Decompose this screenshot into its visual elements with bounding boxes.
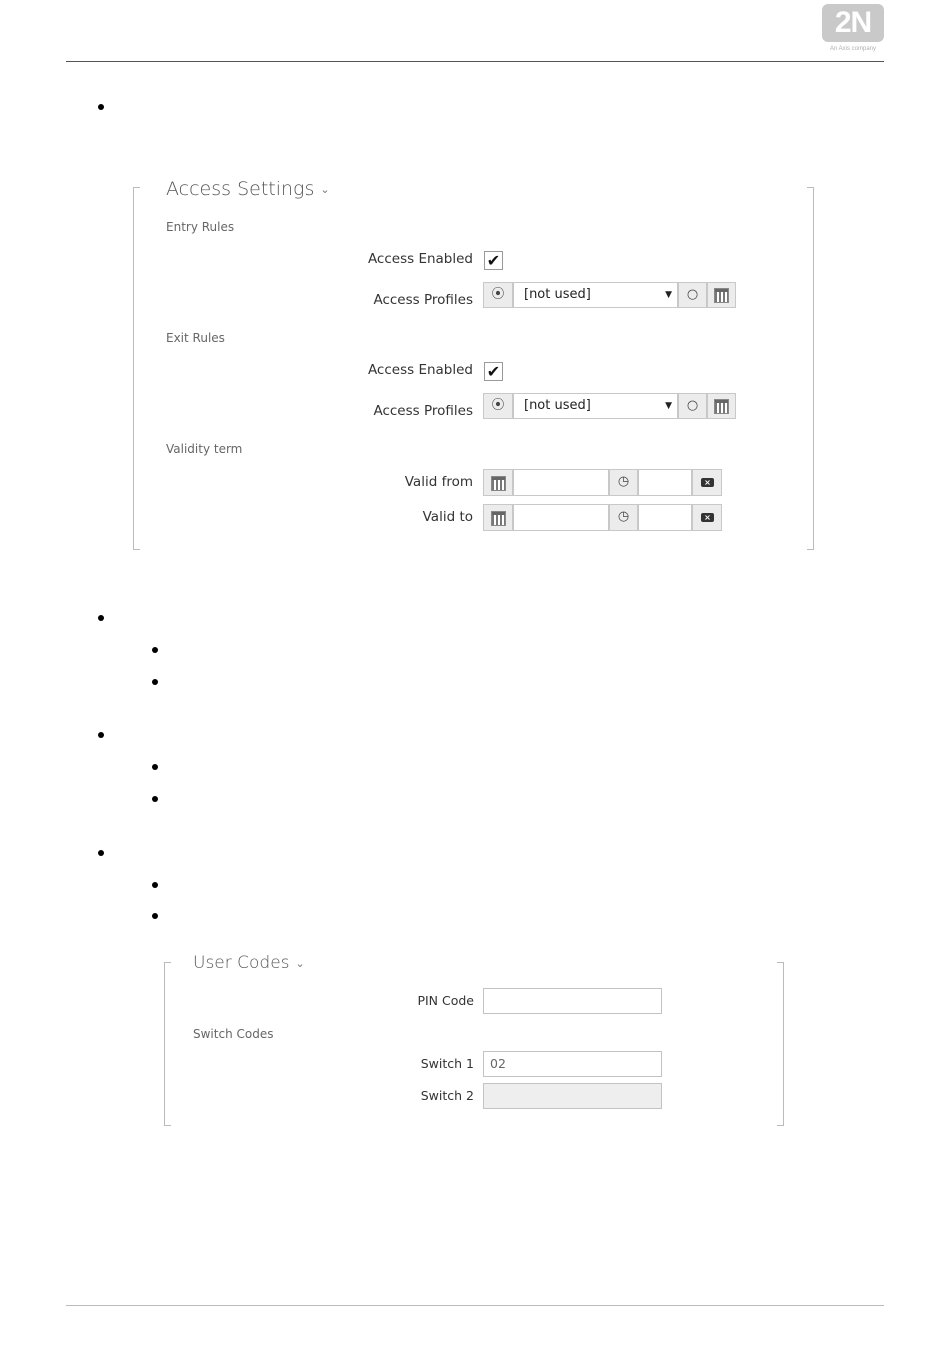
bullet (98, 732, 104, 738)
calendar-icon[interactable] (483, 469, 513, 496)
bullet (98, 615, 104, 621)
pin-code-label: PIN Code (417, 993, 474, 1008)
entry-access-profiles-label: Access Profiles (373, 292, 473, 308)
valid-to-time-input[interactable] (638, 504, 692, 531)
entry-access-profiles-select[interactable] (513, 282, 678, 308)
calendar-icon[interactable] (707, 393, 736, 419)
panel-frame-right (777, 962, 784, 1126)
validity-term-heading: Validity term (166, 442, 243, 456)
checkmark-icon: ✔ (486, 362, 501, 381)
access-settings-title[interactable]: Access Settings ⌄ (166, 178, 330, 200)
valid-to-date-input[interactable] (513, 504, 609, 531)
checkmark-icon: ✔ (486, 251, 501, 270)
valid-from-time-input[interactable] (638, 469, 692, 496)
bullet (152, 882, 158, 888)
chevron-down-icon: ⌄ (320, 183, 330, 196)
panel-frame-left (133, 187, 140, 550)
calendar-icon[interactable] (707, 282, 736, 308)
valid-to-label: Valid to (422, 509, 473, 525)
switch-1-label: Switch 1 (420, 1056, 474, 1071)
exit-access-profiles-select[interactable] (513, 393, 678, 419)
bullet (152, 647, 158, 653)
company-logo: 2N (822, 4, 884, 42)
radio-empty-icon[interactable]: ○ (678, 393, 707, 419)
valid-from-date-input[interactable] (513, 469, 609, 496)
clock-icon[interactable]: ◷ (609, 469, 638, 496)
bullet (98, 850, 104, 856)
radio-selected-icon[interactable]: ⦿ (483, 282, 513, 308)
company-logo-subtitle: An Axis company (829, 46, 877, 52)
panel-frame-right (807, 187, 814, 550)
chevron-down-icon: ⌄ (295, 956, 305, 970)
clear-icon[interactable]: × (692, 469, 722, 496)
radio-empty-icon[interactable]: ○ (678, 282, 707, 308)
valid-from-label: Valid from (404, 474, 473, 490)
switch-2-input (483, 1083, 662, 1109)
exit-rules-heading: Exit Rules (166, 331, 225, 345)
exit-access-profiles-label: Access Profiles (373, 403, 473, 419)
calendar-icon[interactable] (483, 504, 513, 531)
footer-divider (66, 1305, 884, 1306)
dropdown-caret-icon: ▼ (665, 290, 672, 300)
switch-codes-heading: Switch Codes (193, 1027, 274, 1041)
radio-selected-icon[interactable]: ⦿ (483, 393, 513, 419)
bullet (152, 679, 158, 685)
select-value: [not used] (524, 398, 591, 413)
header-divider (66, 61, 884, 62)
switch-1-input[interactable]: 02 (483, 1051, 662, 1077)
entry-access-enabled-label: Access Enabled (367, 251, 473, 267)
bullet (98, 104, 104, 110)
bullet (152, 913, 158, 919)
panel-frame-left (164, 962, 171, 1126)
pin-code-input[interactable] (483, 988, 662, 1014)
bullet (152, 764, 158, 770)
clock-icon[interactable]: ◷ (609, 504, 638, 531)
entry-rules-heading: Entry Rules (166, 220, 235, 234)
user-codes-title[interactable]: User Codes ⌄ (193, 953, 305, 973)
exit-access-enabled-checkbox[interactable] (484, 362, 503, 381)
exit-access-enabled-label: Access Enabled (367, 362, 473, 378)
bullet (152, 796, 158, 802)
select-value: [not used] (524, 287, 591, 302)
entry-access-enabled-checkbox[interactable] (484, 251, 503, 270)
switch-2-label: Switch 2 (420, 1088, 474, 1103)
clear-icon[interactable]: × (692, 504, 722, 531)
dropdown-caret-icon: ▼ (665, 401, 672, 411)
